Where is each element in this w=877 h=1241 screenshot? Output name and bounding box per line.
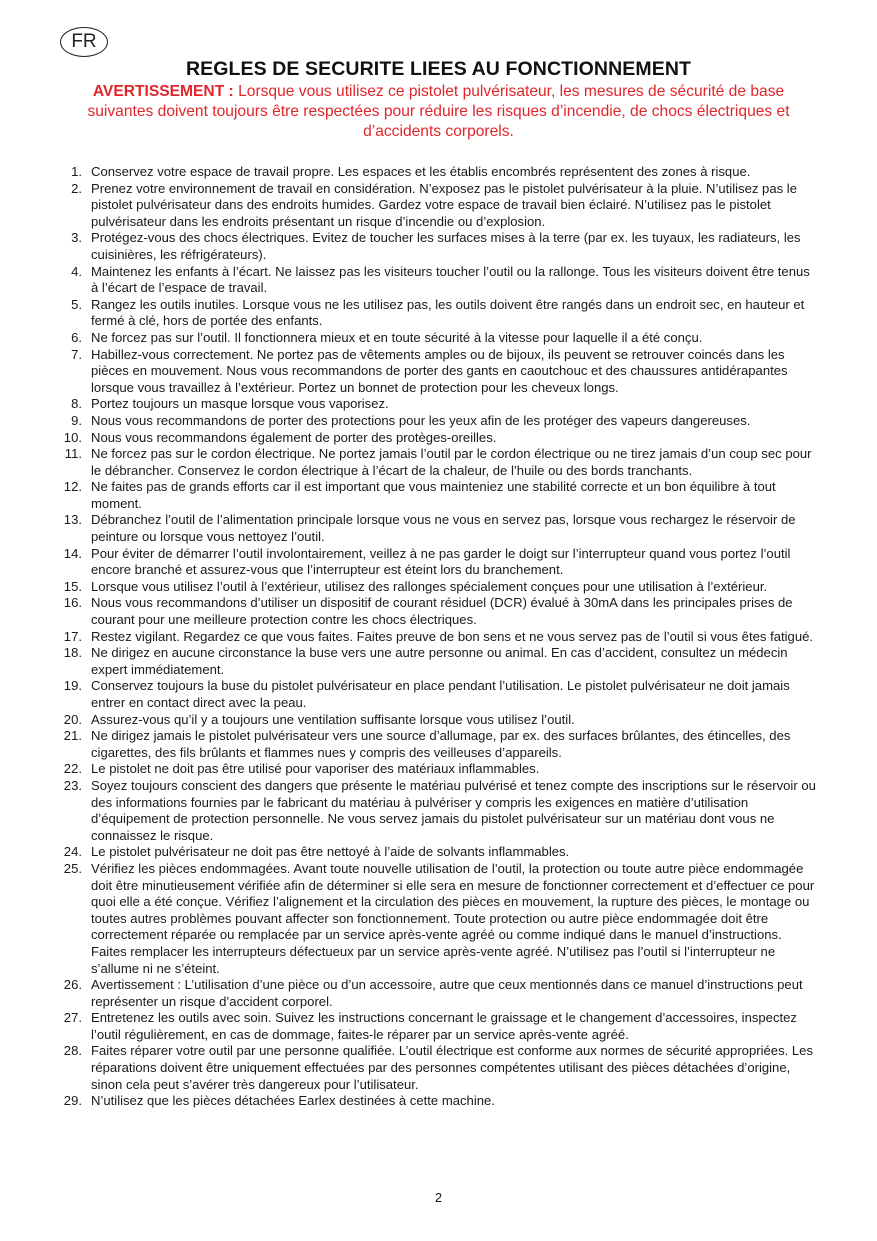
rule-item [60,678,820,711]
rule-number: 17. [63,628,82,644]
rule-item [60,430,820,447]
rule-text: Faites réparer votre outil par une personne qualifiée. L’outil électrique est conforme aux normes de sécurité appropriées. Les réparations doivent être uniquement effectuées par des personnes compétentes utilisant des pièces détachées d’origine, sinon cela peut s’avérer très dangereux pour l’utilisateur. [91,1043,814,1092]
rule-text: N’utilisez que les pièces détachées Earlex destinées à cette machine. [91,1093,495,1109]
rule-item [60,396,820,413]
rule-number: 29. [63,1093,82,1109]
rule-number: 11. [64,446,82,462]
rule-item [60,1010,820,1043]
rule-number: 15. [63,578,82,594]
rule-number: 22. [63,761,82,777]
rule-number: 7. [71,346,82,362]
rule-number: 13. [63,512,82,528]
rule-text: Nous vous recommandons de porter des protections pour les yeux afin de les protéger des vapeurs dangereuses. [91,412,751,428]
rule-item [60,479,820,512]
rule-item [60,546,820,579]
rule-item [60,778,820,844]
rule-number: 20. [63,711,82,727]
rule-item [60,297,820,330]
rule-text: Conservez votre espace de travail propre. Les espaces et les établis encombrés représentent des zones à risque. [91,164,751,179]
rule-item [60,164,820,181]
rule-text: Ne faites pas de grands efforts car il est important que vous mainteniez une stabilité correcte et un bon équilibre à tout moment. [91,479,776,511]
rule-item [60,347,820,397]
rule-item [60,844,820,861]
page-number: 2 [434,1190,443,1205]
page-title: REGLES DE SECURITE LIEES AU FONCTIONNEMENT [185,58,692,80]
rule-number: 28. [63,1043,82,1059]
rule-text: Débranchez l’outil de l’alimentation principale lorsque vous ne vous en servez pas, lorsque vous rechargez le réservoir de peinture ou lorsque vous nettoyez l’outil. [91,512,796,545]
rule-number: 6. [71,329,82,345]
rule-number: 3. [71,230,82,246]
rule-text: Assurez-vous qu’il y a toujours une ventilation suffisante lorsque vous utilisez l’outil. [91,711,575,727]
rule-number: 25. [63,860,82,876]
warning-label: AVERTISSEMENT : [92,83,234,100]
rule-number: 1. [71,164,82,179]
rule-item [60,512,820,545]
rule-item [60,645,820,678]
warning-paragraph [60,82,817,142]
rule-item [60,728,820,761]
rule-item [60,1093,820,1110]
rule-number: 27. [63,1010,82,1026]
rule-number: 4. [71,263,82,279]
rule-text: Le pistolet pulvérisateur ne doit pas être nettoyé à l’aide de solvants inflammables. [91,844,570,860]
rule-item [60,977,820,1010]
warning-text: Lorsque vous utilisez ce pistolet pulvérisateur, les mesures de sécurité de base suivantes doivent toujours être respectées pour réduire les risques d’incendie, de chocs électriques et d’accidents corporels. [87,83,790,140]
rule-item [60,595,820,628]
rule-number: 2. [71,180,82,196]
rule-text: Lorsque vous utilisez l’outil à l’extérieur, utilisez des rallonges spécialement conçues pour une utilisation à l’extérieur. [91,578,768,594]
rule-item [60,861,820,977]
rule-item [60,1043,820,1093]
rule-text: Maintenez les enfants à l’écart. Ne laissez pas les visiteurs toucher l’outil ou la rallonge. Tous les visiteurs doivent être tenus à l’écart de l’espace de travail. [91,263,810,296]
rule-text: Nous vous recommandons également de porter des protèges-oreilles. [91,429,497,445]
rule-item [60,712,820,729]
rule-text: Vérifiez les pièces endommagées. Avant toute nouvelle utilisation de l’outil, la protection ou toute autre pièce endommagée doit être minutieusement vérifiée afin de déterminer si elle sera en mesure de fonctionner correctement et d’effectuer ce pour quoi elle a été conçue. Vérifiez l’alignement et la circulation des pièces en mouvement, la rupture des pièces, le montage ou toutes autres problèmes pouvant affecter son fonctionnement. Toute protection ou autre pièce endommagée doit être correctement réparée ou remplacée par un service après-vente agréé ou comme indiqué dans le manuel d’instructions. Faites remplacer les interrupteurs défectueux par un service après-vente agréé. N’utilisez pas l’outil si l’interrupteur ne s’allume ni ne s’éteint. [91,860,815,976]
rule-number: 9. [71,412,82,428]
rule-item [60,761,820,778]
rule-number: 18. [63,645,82,661]
rule-item [60,230,820,263]
rule-number: 19. [63,678,82,694]
rule-text: Le pistolet ne doit pas être utilisé pour vaporiser des matériaux inflammables. [91,761,540,777]
rule-text: Ne forcez pas sur le cordon électrique. Ne portez jamais l’outil par le cordon électrique ou ne tirez jamais d’un coup sec pour le débrancher. Conservez le cordon électrique à l’écart de la chaleur, de l’huile ou des bords tranchants. [91,446,812,478]
rule-text: Portez toujours un masque lorsque vous vaporisez. [91,396,389,412]
rule-text: Ne forcez pas sur l’outil. Il fonctionnera mieux et en toute sécurité à la vitesse pour laquelle il a été conçu. [91,329,703,345]
rule-text: Rangez les outils inutiles. Lorsque vous ne les utilisez pas, les outils doivent être rangés dans un endroit sec, en hauteur et fermé à clé, hors de portée des enfants. [91,296,805,329]
rule-item [60,579,820,596]
rule-item [60,264,820,297]
rule-text: Protégez-vous des chocs électriques. Evitez de toucher les surfaces mises à la terre (par ex. les tuyaux, les radiateurs, les cuisinières, les réfrigérateurs). [91,230,801,262]
rule-item [60,413,820,430]
rule-text: Conservez toujours la buse du pistolet pulvérisateur en place pendant l’utilisation. Le pistolet pulvérisateur ne doit jamais entrer en contact direct avec la peau. [91,678,790,710]
rule-number: 12. [63,479,82,495]
rule-number: 8. [71,396,82,412]
rule-number: 23. [63,777,82,793]
rule-item [60,181,820,231]
rule-text: Nous vous recommandons d’utiliser un dispositif de courant résiduel (DCR) évalué à 30mA dans les principales prises de courant pour une meilleure protection contre les chocs électriques. [91,595,793,628]
rule-item [60,330,820,347]
rule-text: Entretenez les outils avec soin. Suivez les instructions concernant le graissage et le changement d’accessoires, inspectez l’outil régulièrement, en cas de dommage, faites-le réparer par un service après-vente agréé. [91,1010,797,1042]
rule-number: 16. [63,595,82,611]
rule-item [60,446,820,479]
rule-text: Soyez toujours conscient des dangers que présente le matériau pulvérisé et tenez compte des inscriptions sur le réservoir ou des informations fournies par le fabricant du matériau à pulvériser y compris les exigences en matière d’utilisation d’équipement de protection personnelle. Ne vous servez jamais du pistolet pulvérisateur sur un matériau dont vous ne connaissez le risque. [91,777,816,843]
safety-rules-list [60,164,820,1110]
rule-number: 21. [63,728,82,744]
rule-number: 10. [63,429,82,445]
rule-number: 14. [63,545,82,561]
rule-number: 24. [63,844,82,860]
rule-item [60,629,820,646]
rule-text: Restez vigilant. Regardez ce que vous faites. Faites preuve de bon sens et ne vous servez pas de l’outil si vous êtes fatigué. [91,628,814,644]
language-badge: FR [60,27,108,57]
rule-number: 26. [63,977,82,993]
rule-text: Pour éviter de démarrer l’outil involontairement, veillez à ne pas garder le doigt sur l’interrupteur quand vous portez l’outil encore branché et assurez-vous que l’interrupteur est éteint lors du branchement. [91,545,791,578]
rule-text: Prenez votre environnement de travail en considération. N’exposez pas le pistolet pulvérisateur à la pluie. N’utilisez pas le pistolet pulvérisateur dans des endroits humides. Gardez votre espace de travail bien éclairé. N’utilisez pas le pistolet pulvérisateur dans les endroits présentant un risque d’incendie ou d’explosion. [91,180,797,229]
rule-text: Ne dirigez jamais le pistolet pulvérisateur vers une source d’allumage, par ex. des surfaces brûlantes, des étincelles, des cigarettes, des fils brûlants et flammes nues y compris des veilleuses d’appareils. [91,728,791,760]
rule-text: Habillez-vous correctement. Ne portez pas de vêtements amples ou de bijoux, ils peuvent se retrouver coincés dans les pièces en mouvement. Nous vous recommandons de porter des gants en caoutchouc et des chaussures antidérapantes lorsque vous travaillez à l’extérieur. Portez un bonnet de protection pour les cheveux longs. [91,346,788,395]
rule-text: Ne dirigez en aucune circonstance la buse vers une autre personne ou animal. En cas d’accident, consultez un médecin expert immédiatement. [91,645,788,677]
rule-number: 5. [71,296,82,312]
rule-text: Avertissement : L’utilisation d’une pièce ou d’un accessoire, autre que ceux mentionnés dans ce manuel d’instructions peut représenter un risque d’accident corporel. [91,977,803,1009]
